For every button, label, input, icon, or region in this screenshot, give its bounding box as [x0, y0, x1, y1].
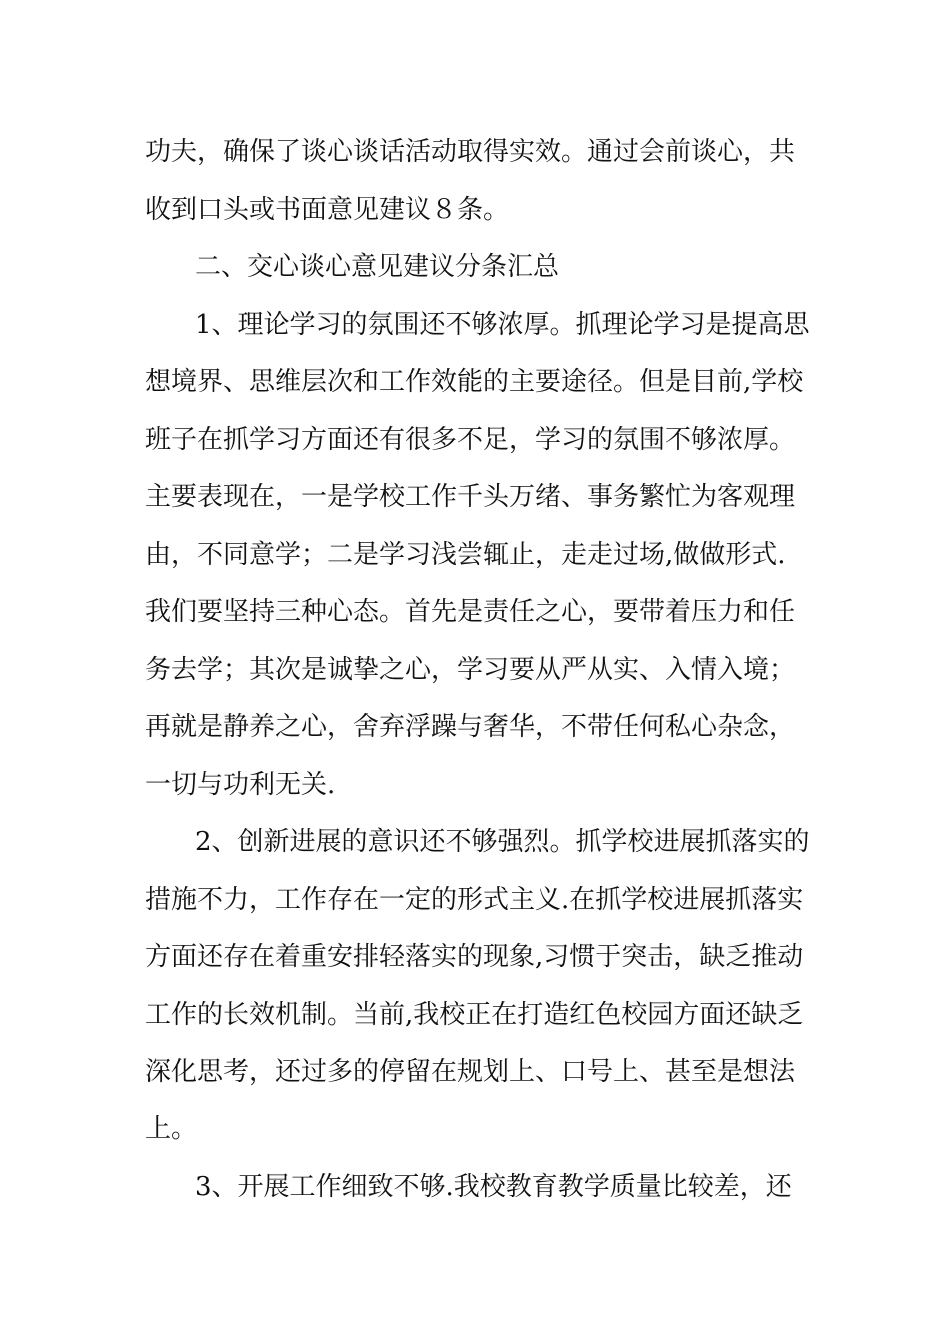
- paragraph-start: 3、开展工作细致不够.我校教育教学质量比较差，还: [195, 1172, 792, 1202]
- text-line: 功夫，确保了谈心谈话活动取得实效。通过会前谈心，共: [145, 137, 796, 167]
- text-line: 上。: [145, 1114, 198, 1144]
- text-line: 方面还存在着重安排轻落实的现象,习惯于突击，缺乏推动: [145, 942, 804, 972]
- paragraph-start: 1、理论学习的氛围还不够浓厚。抓理论学习是提高思: [195, 310, 810, 340]
- text-line: 想境界、思维层次和工作效能的主要途径。但是目前,学校: [145, 367, 804, 397]
- text-line: 主要表现在，一是学校工作千头万绪、事务繁忙为客观理: [145, 482, 796, 512]
- text-line: 务去学；其次是诚挚之心，学习要从严从实、入情入境；: [145, 655, 796, 685]
- text-line: 措施不力，工作存在一定的形式主义.在抓学校进展抓落实: [145, 885, 804, 915]
- text-line: 我们要坚持三种心态。首先是责任之心，要带着压力和任: [145, 597, 796, 627]
- paragraph-start: 2、创新进展的意识还不够强烈。抓学校进展抓落实的: [195, 827, 810, 857]
- section-heading: 二、交心谈心意见建议分条汇总: [195, 252, 560, 282]
- text-line: 由，不同意学；二是学习浅尝辄止，走走过场,做做形式.: [145, 540, 786, 570]
- text-line: 工作的长效机制。当前,我校正在打造红色校园方面还缺乏: [145, 1000, 804, 1030]
- text-line: 班子在抓学习方面还有很多不足，学习的氛围不够浓厚。: [145, 425, 796, 455]
- text-line: 收到口头或书面意见建议８条。: [145, 195, 510, 225]
- text-line: 再就是静养之心，舍弃浮躁与奢华，不带任何私心杂念，: [145, 712, 796, 742]
- text-line: 深化思考，还过多的停留在规划上、口号上、甚至是想法: [145, 1057, 796, 1087]
- text-line: 一切与功利无关.: [145, 770, 336, 800]
